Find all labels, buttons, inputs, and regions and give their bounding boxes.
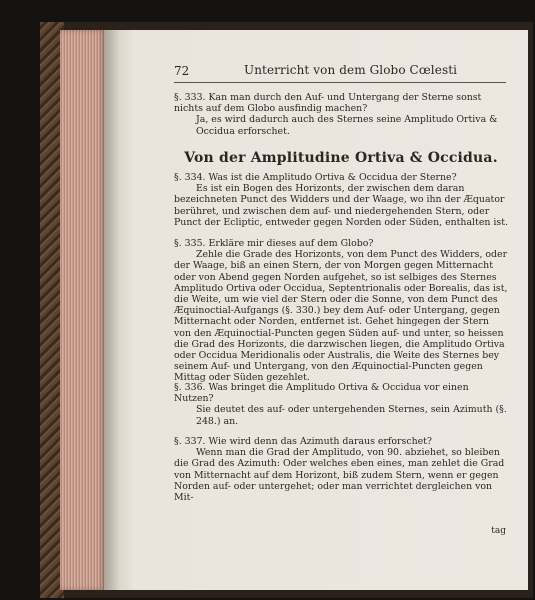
answer-335: Zehle die Grade des Horizonts, von dem Punct des Widders, oder der Waage, biß an einen Stern, der von Morgen gegen Mitternacht oder von Abend gegen Norden aufgehet, so ist selbiges des Sternes Amplitudo Ortiva oder Occidua, Septentrionalis oder Borealis, das ist, die Weite, um wie viel der Stern oder die Sonne, von dem Punct des Æquinoctial-Aufgangs (§. 330.) bey dem Auf- oder Untergang, gegen Mitternacht oder Norden, entfernet ist. Gehet hingegen der Stern von den Æquinoctial-Puncten gegen Süden auf- und unter, so heissen die Grad des Horizonts, die darzwischen liegen, die Amplitudo Ortiva oder Occidua Meridionalis oder Australis, die Weite des Sternes bey seinem Auf- und Untergang, von den Æquinoctial-Puncten gegen Mittag oder Süden gezehlet. (174, 249, 508, 384)
page-header (174, 62, 506, 83)
section-333 (174, 92, 508, 137)
answer-337: Wenn man die Grad der Amplitudo, von 90. abziehet, so bleiben die Grad des Azimuth: Oder welches eben eines, man zehlet die Grad von Mitternacht auf dem Horizont, biß zudem Stern, wenn er gegen Norden auf- oder untergehet; oder man verrichtet dergleichen von Mit- (174, 447, 505, 504)
question-336: §. 336. Was bringet die Amplitudo Ortiva & Occidua vor einen Nutzen? (174, 382, 469, 405)
question-334: §. 334. Was ist die Amplitudo Ortiva & Occidua der Sterne? (174, 172, 457, 183)
answer-334: Es ist ein Bogen des Horizonts, der zwischen dem daran bezeichneten Punct des Widders und der Waage, wo ihn der Æquator berühret, und zwischen dem auf- und niedergehenden Stern, oder Punct der Ecliptic, entweder gegen Norden oder Süden, enthalten ist. (174, 183, 508, 228)
answer-333: Ja, es wird dadurch auch des Sternes seine Amplitudo Ortiva & Occidua erforschet. (196, 114, 498, 137)
page-number: 72 (174, 64, 190, 78)
answer-336: Sie deutet des auf- oder untergehenden Sternes, sein Azimuth (§. 248.) an. (196, 404, 507, 427)
section-336 (174, 382, 508, 427)
question-333: §. 333. Kan man durch den Auf- und Untergang der Sterne sonst nichts auf dem Globo ausfindig machen? (174, 92, 482, 115)
catchword: tag (491, 526, 506, 536)
gutter-shadow (104, 30, 120, 590)
question-337: §. 337. Wie wird denn das Azimuth daraus erforschet? (174, 436, 432, 447)
question-335: §. 335. Erkläre mir dieses auf dem Globo? (174, 238, 374, 249)
page-edges (60, 30, 106, 590)
section-335 (174, 238, 508, 384)
section-337 (174, 436, 508, 503)
book-page (104, 30, 528, 590)
section-heading: Von der Amplitudine Ortiva & Occidua. (184, 150, 498, 166)
section-334 (174, 172, 508, 228)
running-title: Unterricht von dem Globo Cœlesti (244, 63, 458, 77)
